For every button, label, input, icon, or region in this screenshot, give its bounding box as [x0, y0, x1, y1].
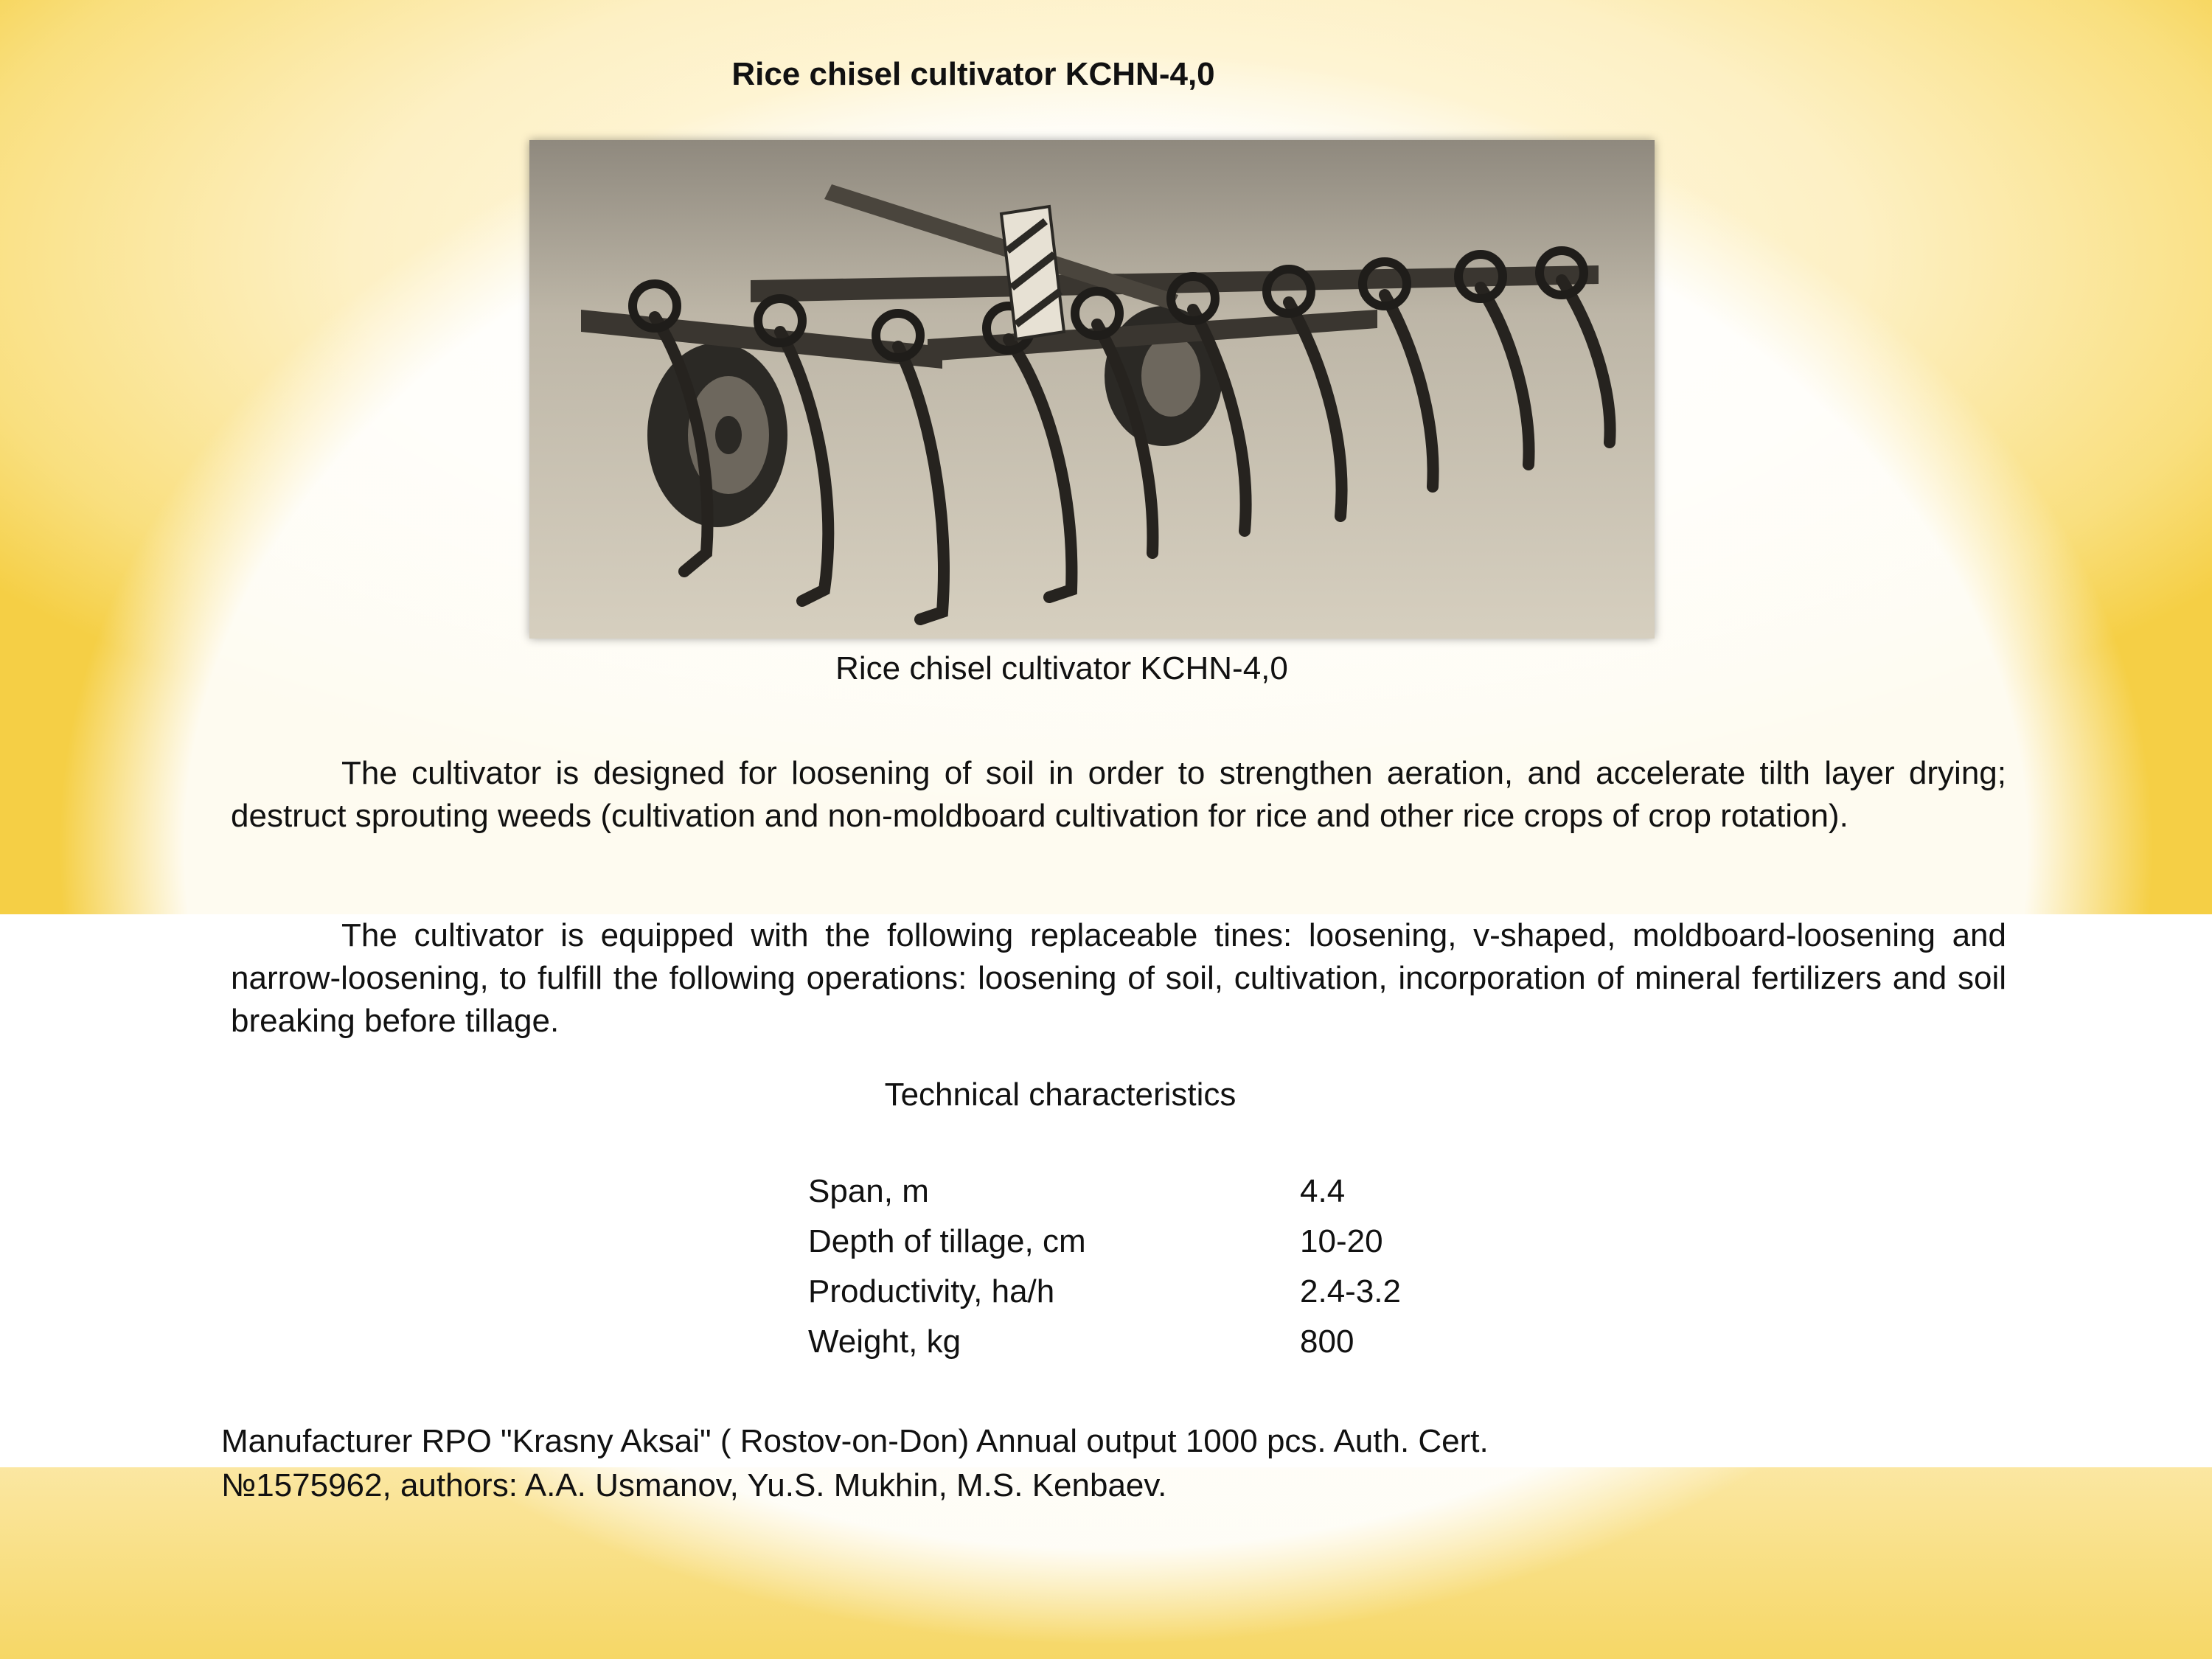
spec-row — [808, 1317, 1401, 1367]
manufacturer-line: Manufacturer RPO "Krasny Aksai" ( Rostov-on-Don) Annual output 1000 pcs. Auth. Cert. — [221, 1423, 1489, 1459]
spec-label: Depth of tillage, cm — [808, 1223, 1086, 1259]
spec-value: 800 — [1300, 1324, 1354, 1360]
specs-table — [808, 1166, 1401, 1367]
spec-row — [808, 1267, 1401, 1317]
spec-value: 4.4 — [1300, 1173, 1346, 1209]
cultivator-photo — [529, 140, 1655, 639]
spec-label: Weight, kg — [808, 1324, 961, 1360]
description-paragraph-1 — [231, 752, 2006, 838]
authors-line: №1575962, authors: A.A. Usmanov, Yu.S. Mukhin, M.S. Kenbaev. — [221, 1467, 1167, 1503]
spec-value: 10-20 — [1300, 1223, 1383, 1259]
technical-characteristics-heading: Technical characteristics — [884, 1077, 1237, 1113]
paragraph-1-text: The cultivator is designed for loosening of soil in order to strengthen aeration, and accelerate tilth layer drying; destruct sprouting weeds (cultivation and non-moldboard cultivation for rice and other rice crops of crop rotation). — [231, 755, 2006, 834]
spec-label: Productivity, ha/h — [808, 1273, 1055, 1310]
page-title: Rice chisel cultivator KCHN-4,0 — [731, 56, 1215, 92]
spec-row — [808, 1217, 1401, 1267]
spec-label: Span, m — [808, 1173, 929, 1209]
spec-value: 2.4-3.2 — [1300, 1273, 1401, 1310]
paragraph-2-text: The cultivator is equipped with the following replaceable tines: loosening, v-shaped, moldboard-loosening and narrow-loosening, to fulfill the following operations: loosening of soil, cultivation, incorporation of mineral fertilizers and soil breaking before tillage. — [231, 917, 2006, 1039]
manufacturer-note — [221, 1419, 1733, 1508]
spec-row — [808, 1166, 1401, 1217]
photo-caption: Rice chisel cultivator KCHN-4,0 — [835, 650, 1288, 686]
description-paragraph-2 — [231, 914, 2006, 1043]
